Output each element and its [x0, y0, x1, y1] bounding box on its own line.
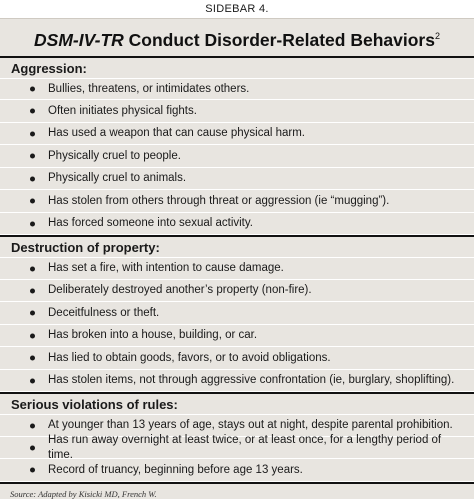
bullet-icon	[30, 199, 35, 204]
sections-container	[0, 60, 474, 484]
list-item	[0, 347, 474, 370]
section-divider	[0, 235, 474, 237]
bullet-icon	[30, 333, 35, 338]
list-item-text: Has lied to obtain goods, favors, or to avoid obligations.	[48, 351, 331, 364]
list-item	[0, 190, 474, 213]
list-item	[0, 145, 474, 168]
title-reference: 2	[434, 31, 440, 41]
behavior-list	[0, 257, 474, 392]
section	[0, 60, 474, 238]
list-item-text: Record of truancy, beginning before age 13 years.	[48, 463, 303, 476]
sidebar-label: SIDEBAR 4.	[0, 0, 474, 19]
bullet-icon	[30, 176, 35, 181]
list-item	[0, 370, 474, 393]
list-item	[0, 280, 474, 303]
behavior-list	[0, 78, 474, 236]
source-note: Source: Adapted by Kisicki MD, French W.	[10, 488, 157, 499]
list-item	[0, 302, 474, 325]
bullet-icon	[30, 266, 35, 271]
list-item-text: Physically cruel to animals.	[48, 172, 187, 185]
list-item	[0, 78, 474, 101]
list-item	[0, 325, 474, 348]
bullet-icon	[30, 356, 35, 361]
bullet-icon	[30, 288, 35, 293]
list-item-text: Has used a weapon that can cause physical harm.	[48, 127, 305, 140]
title-italic: DSM-IV-TR	[34, 29, 124, 50]
section-divider	[0, 392, 474, 394]
bullet-icon	[30, 311, 35, 316]
list-item-text: Often initiates physical fights.	[48, 104, 197, 117]
list-item	[0, 459, 474, 482]
bullet-icon	[30, 109, 35, 114]
list-item-text: Physically cruel to people.	[48, 149, 181, 162]
bullet-icon	[30, 131, 35, 136]
list-item-text: Has forced someone into sexual activity.	[48, 217, 253, 230]
section	[0, 396, 474, 484]
title-text: Conduct Disorder-Related Behaviors	[123, 29, 435, 50]
list-item	[0, 168, 474, 191]
list-item-text: Has stolen from others through threat or aggression (ie “mugging”).	[48, 194, 390, 207]
behavior-list	[0, 414, 474, 482]
list-item-text: Has set a fire, with intention to cause damage.	[48, 262, 284, 275]
section-heading: Aggression:	[11, 60, 87, 76]
list-item-text: Deceitfulness or theft.	[48, 306, 160, 319]
section-divider	[0, 482, 474, 484]
list-item	[0, 257, 474, 280]
bullet-icon	[30, 87, 35, 92]
list-item	[0, 123, 474, 146]
bullet-icon	[30, 221, 35, 226]
bullet-icon	[30, 423, 35, 428]
list-item-text: Has stolen items, not through aggressive confrontation (ie, burglary, shoplifting).	[48, 374, 455, 387]
list-item-text: Has broken into a house, building, or car.	[48, 329, 258, 342]
bullet-icon	[30, 154, 35, 159]
list-item	[0, 213, 474, 236]
bullet-icon	[30, 378, 35, 383]
section-heading: Destruction of property:	[11, 240, 160, 256]
bullet-icon	[30, 468, 35, 473]
document-title	[0, 25, 474, 51]
title-divider	[0, 56, 474, 58]
list-item-text: Bullies, threatens, or intimidates others.	[48, 82, 250, 95]
section-heading: Serious violations of rules:	[11, 397, 178, 413]
list-item-text: At younger than 13 years of age, stays out at night, despite parental prohibition.	[48, 419, 453, 432]
bullet-icon	[30, 445, 35, 450]
list-item-text: Deliberately destroyed another’s property (non-fire).	[48, 284, 312, 297]
list-item	[0, 433, 474, 461]
list-item-text: Has run away overnight at least twice, or at least once, for a lengthy period of time.	[48, 433, 442, 461]
section	[0, 239, 474, 394]
list-item	[0, 100, 474, 123]
